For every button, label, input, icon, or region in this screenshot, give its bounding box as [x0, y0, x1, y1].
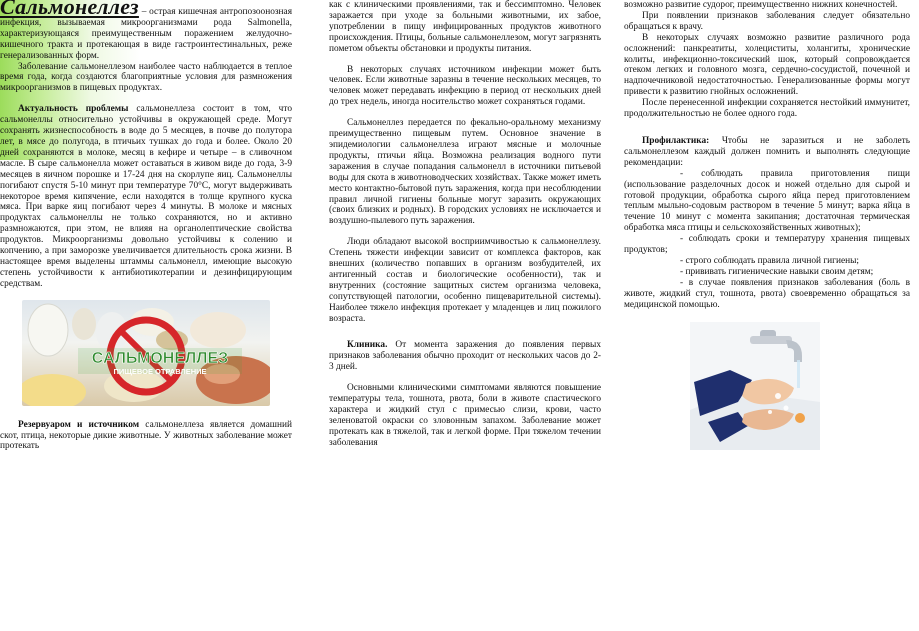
- prevention-item: - в случае появления признаков заболевания (боль в животе, жидкий стул, тошнота, рвота) своевременно обращаться за медицинской помощью.: [624, 277, 910, 310]
- paragraph-animal-transmission: как с клиническими проявлениями, так и бессимптомно. Человек заражается при уходе за больными животными, их забое, употреблении в пищу инфицированных продуктов животного происхождения. Птицы, больные сальмонеллезом, могут загрязнять пометом объекты обстановки и продукты питания.: [329, 0, 601, 54]
- intro-text: – острая кишечная антропозоонозная инфекция, вызываемая микроорганизмами рода Salmonella, характеризующаяся преимущественным поражением желудочно-кишечного тракта и протекающая в виде гастроинтестинальных, реже генерализованных форм.: [0, 7, 292, 61]
- prevention-item: - прививать гигиенические навыки своим детям;: [680, 266, 874, 277]
- paragraph-susceptibility: Люди обладают высокой восприимчивостью к сальмонеллезу. Степень тяжести инфекции зависит от комплекса факторов, как внешних (количество попавших в организм возбудителей, их антигенный состав и биологические особенности), так и внутренних (состояние защитных систем организма человека, сопутствующей патологии, особенно пищеварительной системы). Наиболее тяжело инфекция протекает у младенцев и лиц пожилого возраста.: [329, 237, 601, 324]
- intro-paragraph: [0, 2, 292, 62]
- reservoir-heading: Резервуаром и источником: [18, 419, 140, 430]
- prevention-item: - соблюдать сроки и температуру хранения пищевых продуктов;: [624, 234, 910, 256]
- food-illustration: [22, 300, 270, 406]
- paragraph-immunity: После перенесенной инфекции сохраняется нестойкий иммунитет, продолжительностью не более одного года.: [624, 98, 910, 120]
- paragraph-reservoir: Резервуаром и источником сальмонеллеза является домашний скот, птица, некоторые дикие животные. У животных заболевание может протекать: [0, 419, 292, 452]
- handwashing-image: [690, 322, 820, 450]
- paragraph-transmission-paths: Сальмонеллез передается по фекально-оральному механизму преимущественно пищевым путем. Основное значение в эпидемиологии сальмонеллеза играют мясные и молочные продукты, птичьи яйца. Возможна реализация водного пути заражения в случае попадания сальмонелл в источники питьевой воды для скота в животноводческих хозяйствах. Также может иметь место контактно-бытовой путь заражения, когда при несоблюдении правил личной гигиены больные могут заразить окружающих (своих близких и родных). В городских условиях не исключается и воздушно-пылевого путь заражения.: [329, 118, 601, 227]
- prevention-item: - строго соблюдать правила личной гигиены;: [680, 255, 860, 266]
- paragraph-seizures: возможно развитие судорог, преимущественно нижних конечностей.: [624, 0, 898, 10]
- column-2: [329, 0, 601, 631]
- paragraph-relevance: Актуальность проблемы сальмонеллеза состоит в том, что сальмонеллы относительно устойчивы в окружающей среде. Могут сохранять жизнеспособность в воде до 5 месяцев, в почве до полутора лет, в мясе до полугода, в птичьих тушках до года и более. Около 20 дней сохраняются в молоке, месяц в кефире и четыре – в сливочном масле. В сыре сальмонелла может оставаться в живом виде до года, 3-9 месяцев в яичном порошке и 17-24 дня на скорлупе яиц. Сальмонеллы погибают спустя 5-10 минут при температуре 70°С, могут выдерживать некоторое время кипячение, если находятся в толще крупного куска мяса. При варке яиц погибают через 4 минуты. В молоке и мясных продуктах сальмонеллы не только сохраняются, но и активно размножаются, при этом, не влияя на органолептические свойства продуктов. Микроорганизмы довольно устойчивы к солению и копчению, а при заморозке увеличивается длительность срока жизни. В настоящее время выделены штаммы сальмонелл, имеющие высокую степень устойчивости к антибиотикотерапии и дезинфицирующим средствам.: [0, 104, 292, 289]
- paragraph-symptoms: Основными клиническими симптомами являются повышение температуры тела, тошнота, рвота, боли в животе спастического характера и жидкий стул с примесью слизи, крови, часто зеленоватой окраски со зловонным запахом. Заболевание может протекать как в тяжелой, так и легкой форме. При тяжелом течении заболевания: [329, 383, 601, 448]
- salmonellosis-food-image: [22, 300, 270, 406]
- image-caption-main: САЛЬМОНЕЛЛЕЗ: [91, 349, 229, 367]
- document-title: Сальмонеллез: [0, 0, 139, 19]
- clinic-heading: Клиника.: [347, 340, 388, 351]
- column-1: [0, 0, 292, 631]
- image-caption-sub: ПИЩЕВОЕ ОТРАВЛЕНИЕ: [113, 366, 207, 376]
- paragraph-prevention: Профилактика: Чтобы не заразиться и не заболеть сальмонеллезом каждый должен помнить и выполнять следующие рекомендации:: [624, 135, 910, 168]
- handwashing-illustration: [690, 322, 820, 450]
- column-3: [624, 0, 910, 631]
- relevance-heading: Актуальность проблемы: [18, 104, 129, 115]
- paragraph-season: Заболевание сальмонеллезом наиболее часто наблюдается в теплое время года, когда создаются благоприятные условия для размножения микроорганизмов в пищевых продуктах.: [0, 61, 292, 94]
- paragraph-clinic: Клиника. От момента заражения до появления первых признаков заболевания обычно проходит от нескольких часов до 2-3 дней.: [329, 340, 601, 373]
- paragraph-human-source: В некоторых случаях источником инфекции может быть человек. Если животные заразны в течение нескольких месяцев, то человек может передавать инфекцию в период от нескольких дней до трех недель, иногда носительство может сохраняться годами.: [329, 64, 601, 108]
- prevention-item: - соблюдать правила приготовления пищи (использование разделочных досок и ножей отдельно для сырой и готовой продукции, обработка сырого яйца перед приготовлением теплым мыльно-содовым раствором в течение 5 минут; варка яйца в течение 10 минут с момента закипания; достаточная термическая обработка мяса птицы и сельскохозяйственных животных);: [624, 168, 910, 234]
- paragraph-complications: В некоторых случаях возможно развитие различного рода осложнений: панкреатиты, холециститы, холангиты, хронические колиты, инфекционно-токсический шок, который сопровождается отеком легких и головного мозга, сердечно-сосудистой, почечной и надпочечниковой недостаточностью. Генерализованные формы могут привести к развитию гнойных осложнений.: [624, 32, 910, 98]
- paragraph-see-doctor: При появлении признаков заболевания следует обязательно обращаться к врачу.: [624, 10, 910, 32]
- prevention-heading: Профилактика:: [642, 135, 710, 146]
